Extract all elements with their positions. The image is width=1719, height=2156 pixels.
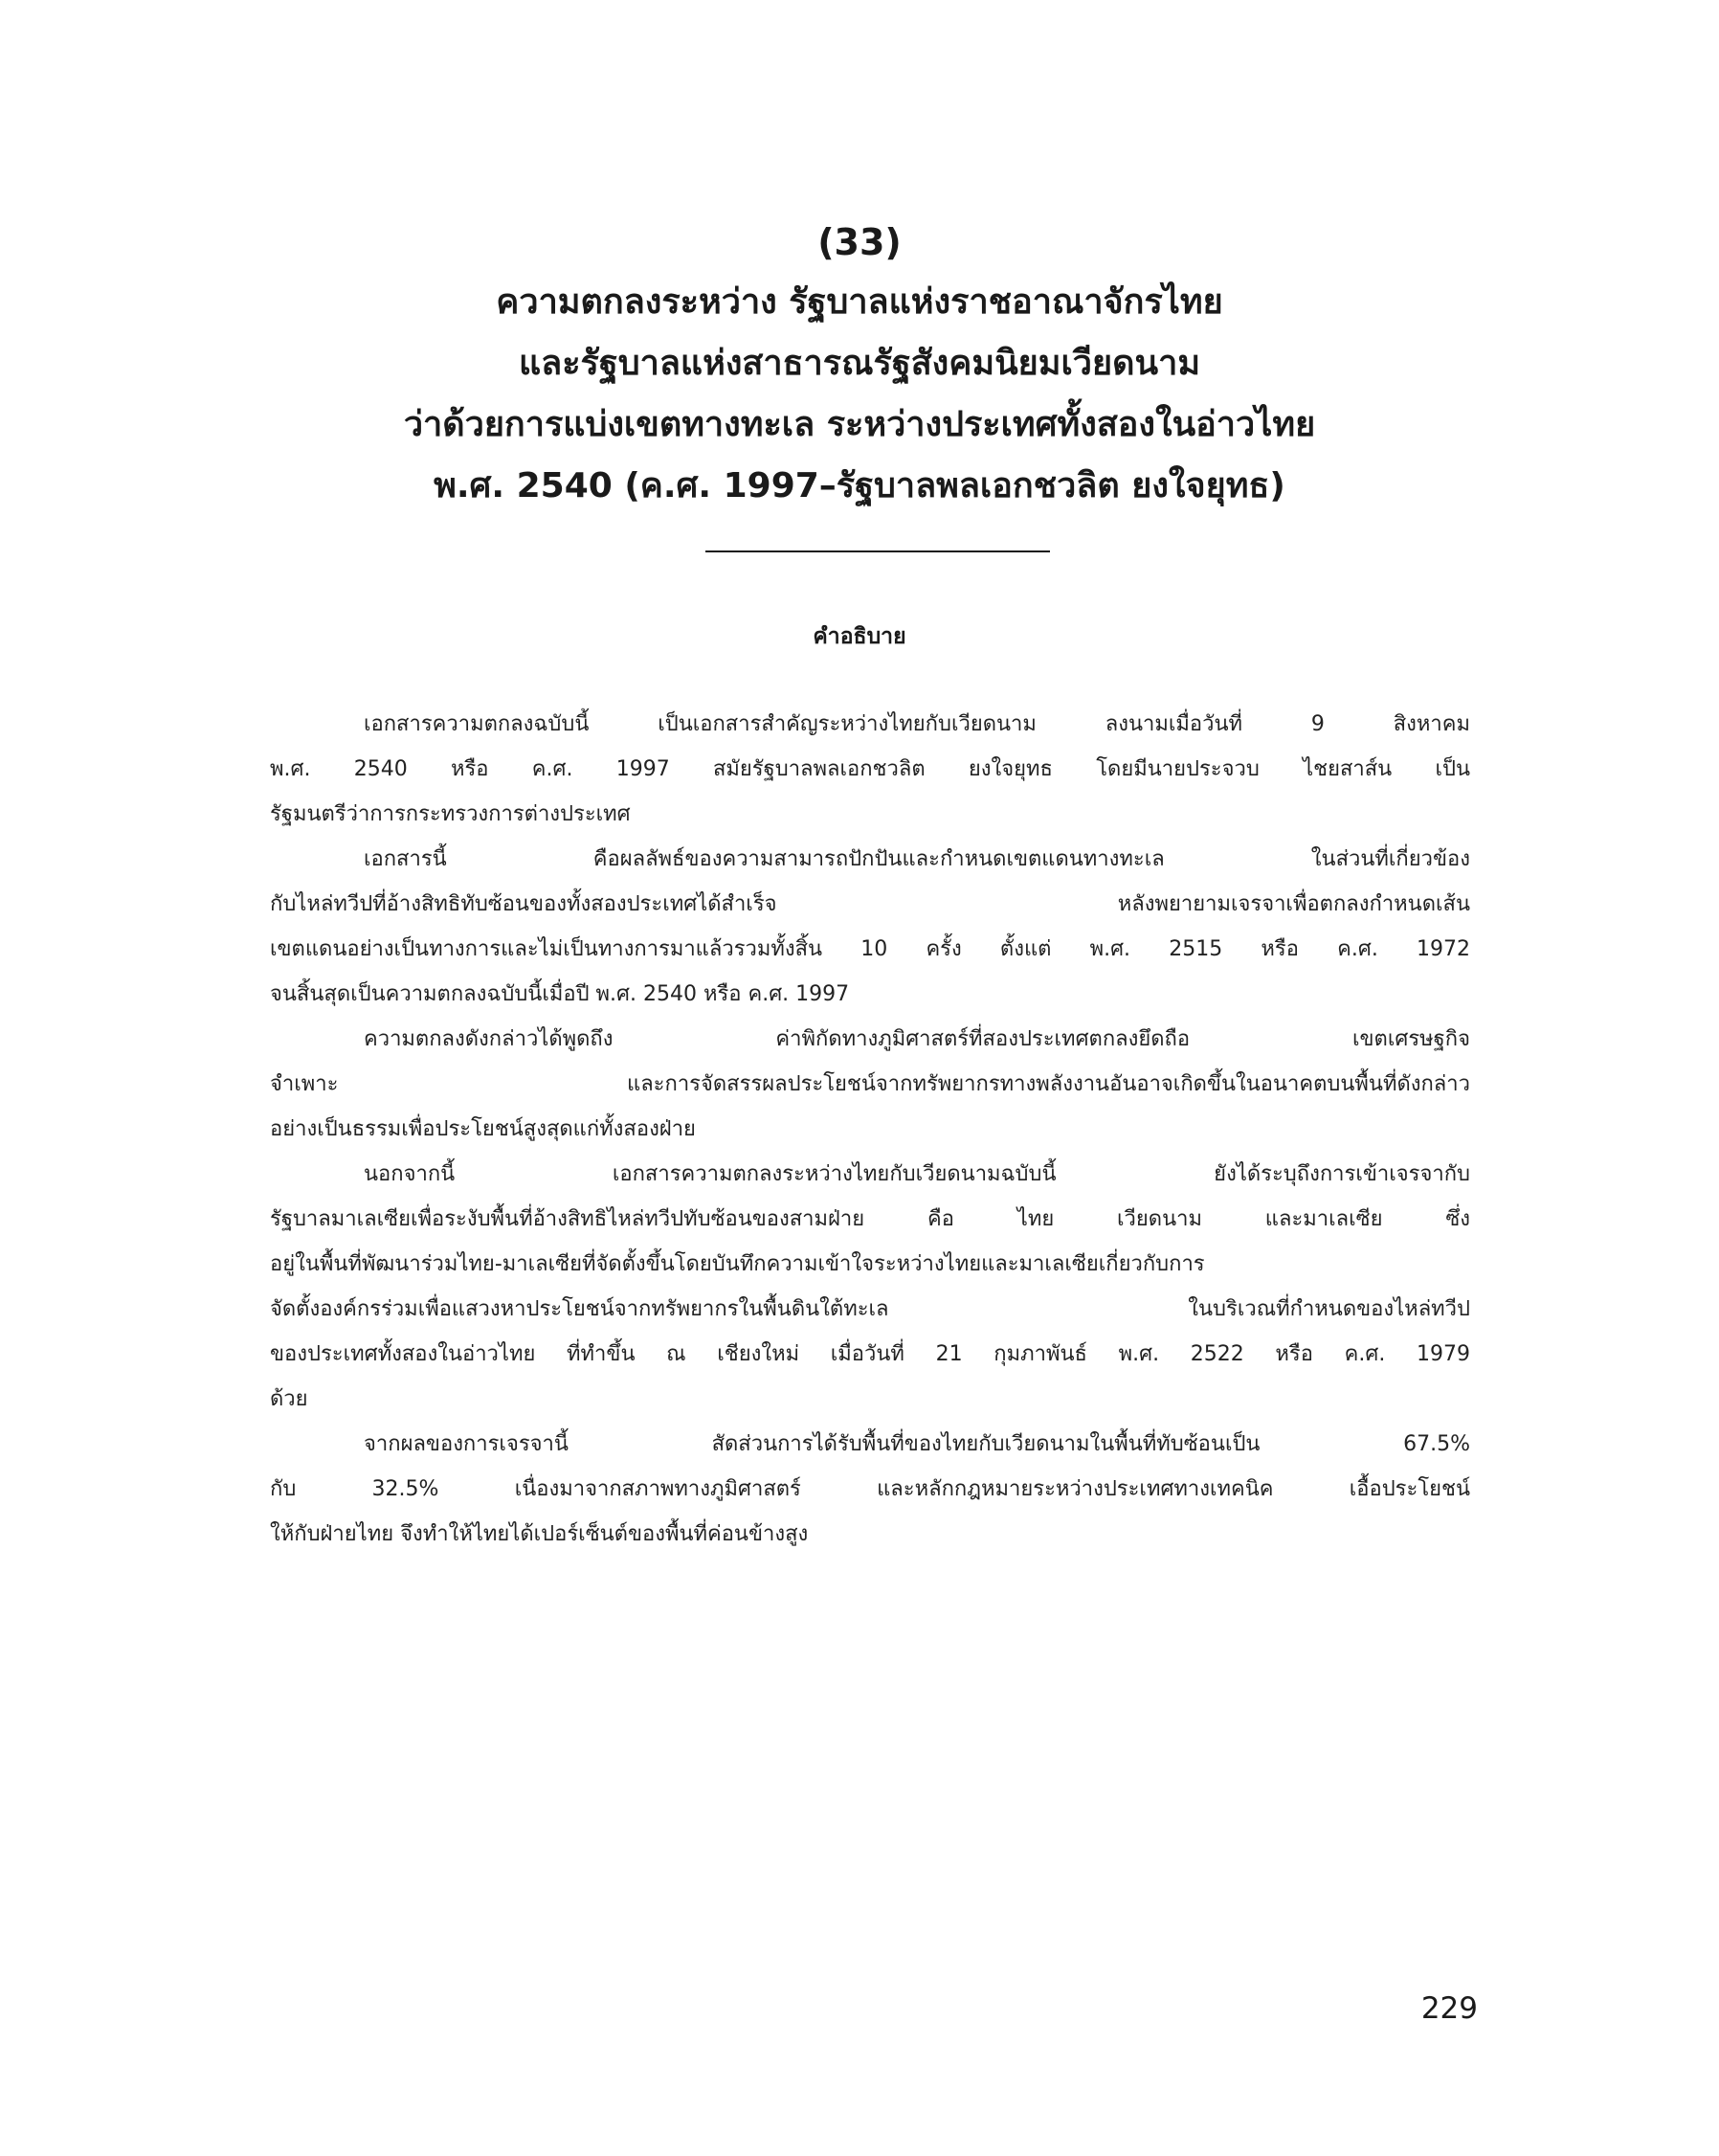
- page-number: 229: [1420, 1991, 1478, 2026]
- title-divider: [705, 550, 1050, 552]
- body-line: พ.ศ. 2540 หรือ ค.ศ. 1997 สมัยรัฐบาลพลเอกชวลิต ยงใจยุทธ โดยมีนายประจวบ ไชยสาส์น เป็น: [270, 757, 1470, 781]
- document-title-line-1: ความตกลงระหว่าง รัฐบาลแห่งราชอาณาจักรไทย: [496, 282, 1223, 322]
- body-line: จนสิ้นสุดเป็นความตกลงฉบับนี้เมื่อปี พ.ศ. 2540 หรือ ค.ศ. 1997: [270, 982, 850, 1006]
- document-header: [191, 213, 1528, 517]
- body-line: นอกจากนี้ เอกสารความตกลงระหว่างไทยกับเวียดนามฉบับนี้ ยังได้ระบุถึงการเข้าเจรจากับ: [364, 1162, 1470, 1186]
- body-line: รัฐมนตรีว่าการกระทรวงการต่างประเทศ: [270, 802, 631, 826]
- section-heading: คำอธิบาย: [813, 624, 906, 649]
- body-line: ของประเทศทั้งสองในอ่าวไทย ที่ทำขึ้น ณ เชียงใหม่ เมื่อวันที่ 21 กุมภาพันธ์ พ.ศ. 2522 หรือ ค.ศ. 1979: [270, 1342, 1470, 1366]
- body-line: เขตแดนอย่างเป็นทางการและไม่เป็นทางการมาแล้วรวมทั้งสิ้น 10 ครั้ง ตั้งแต่ พ.ศ. 2515 หรือ ค.ศ. 1972: [270, 937, 1470, 961]
- body-line: ด้วย: [270, 1387, 308, 1411]
- body-line: จัดตั้งองค์กรร่วมเพื่อแสวงหาประโยชน์จากทรัพยากรในพื้นดินใต้ทะเล ในบริเวณที่กำหนดของไหล่ทวีป: [270, 1297, 1470, 1321]
- document-title-line-3: ว่าด้วยการแบ่งเขตทางทะเล ระหว่างประเทศทั้งสองในอ่าวไทย: [403, 405, 1316, 444]
- document-title-line-2: และรัฐบาลแห่งสาธารณรัฐสังคมนิยมเวียดนาม: [518, 344, 1201, 383]
- body-line: เอกสารความตกลงฉบับนี้ เป็นเอกสารสำคัญระหว่างไทยกับเวียดนาม ลงนามเมื่อวันที่ 9 สิงหาคม: [364, 712, 1470, 736]
- body-line: จากผลของการเจรจานี้ สัดส่วนการได้รับพื้นที่ของไทยกับเวียดนามในพื้นที่ทับซ้อนเป็น 67.5%: [364, 1432, 1470, 1456]
- body-line: จำเพาะ และการจัดสรรผลประโยชน์จากทรัพยากรทางพลังงานอันอาจเกิดขึ้นในอนาคตบนพื้นที่ดังกล่าว: [270, 1072, 1470, 1096]
- body-text: [270, 702, 1470, 1557]
- body-line: อยู่ในพื้นที่พัฒนาร่วมไทย-มาเลเซียที่จัดตั้งขึ้นโดยบันทึกความเข้าใจระหว่างไทยและมาเลเซียเกี่ยวกับการ: [270, 1252, 1205, 1276]
- document-number: (33): [817, 221, 902, 263]
- body-line: เอกสารนี้ คือผลลัพธ์ของความสามารถปักปันและกำหนดเขตแดนทางทะเล ในส่วนที่เกี่ยวข้อง: [364, 847, 1470, 871]
- document-title-line-4: พ.ศ. 2540 (ค.ศ. 1997–รัฐบาลพลเอกชวลิต ยงใจยุทธ): [434, 466, 1285, 505]
- body-line: กับไหล่ทวีปที่อ้างสิทธิทับซ้อนของทั้งสองประเทศได้สำเร็จ หลังพยายามเจรจาเพื่อตกลงกำหนดเส้น: [270, 892, 1470, 916]
- body-line: รัฐบาลมาเลเซียเพื่อระงับพื้นที่อ้างสิทธิไหล่ทวีปทับซ้อนของสามฝ่าย คือ ไทย เวียดนาม และมาเลเซีย ซึ่ง: [270, 1207, 1470, 1231]
- body-line: อย่างเป็นธรรมเพื่อประโยชน์สูงสุดแก่ทั้งสองฝ่าย: [270, 1117, 696, 1141]
- body-line: ความตกลงดังกล่าวได้พูดถึง ค่าพิกัดทางภูมิศาสตร์ที่สองประเทศตกลงยึดถือ เขตเศรษฐกิจ: [364, 1027, 1470, 1051]
- body-line: ให้กับฝ่ายไทย จึงทำให้ไทยได้เปอร์เซ็นต์ของพื้นที่ค่อนข้างสูง: [270, 1522, 809, 1546]
- body-line: กับ 32.5% เนื่องมาจากสภาพทางภูมิศาสตร์ และหลักกฎหมายระหว่างประเทศทางเทคนิค เอื้อประโยชน์: [270, 1477, 1470, 1501]
